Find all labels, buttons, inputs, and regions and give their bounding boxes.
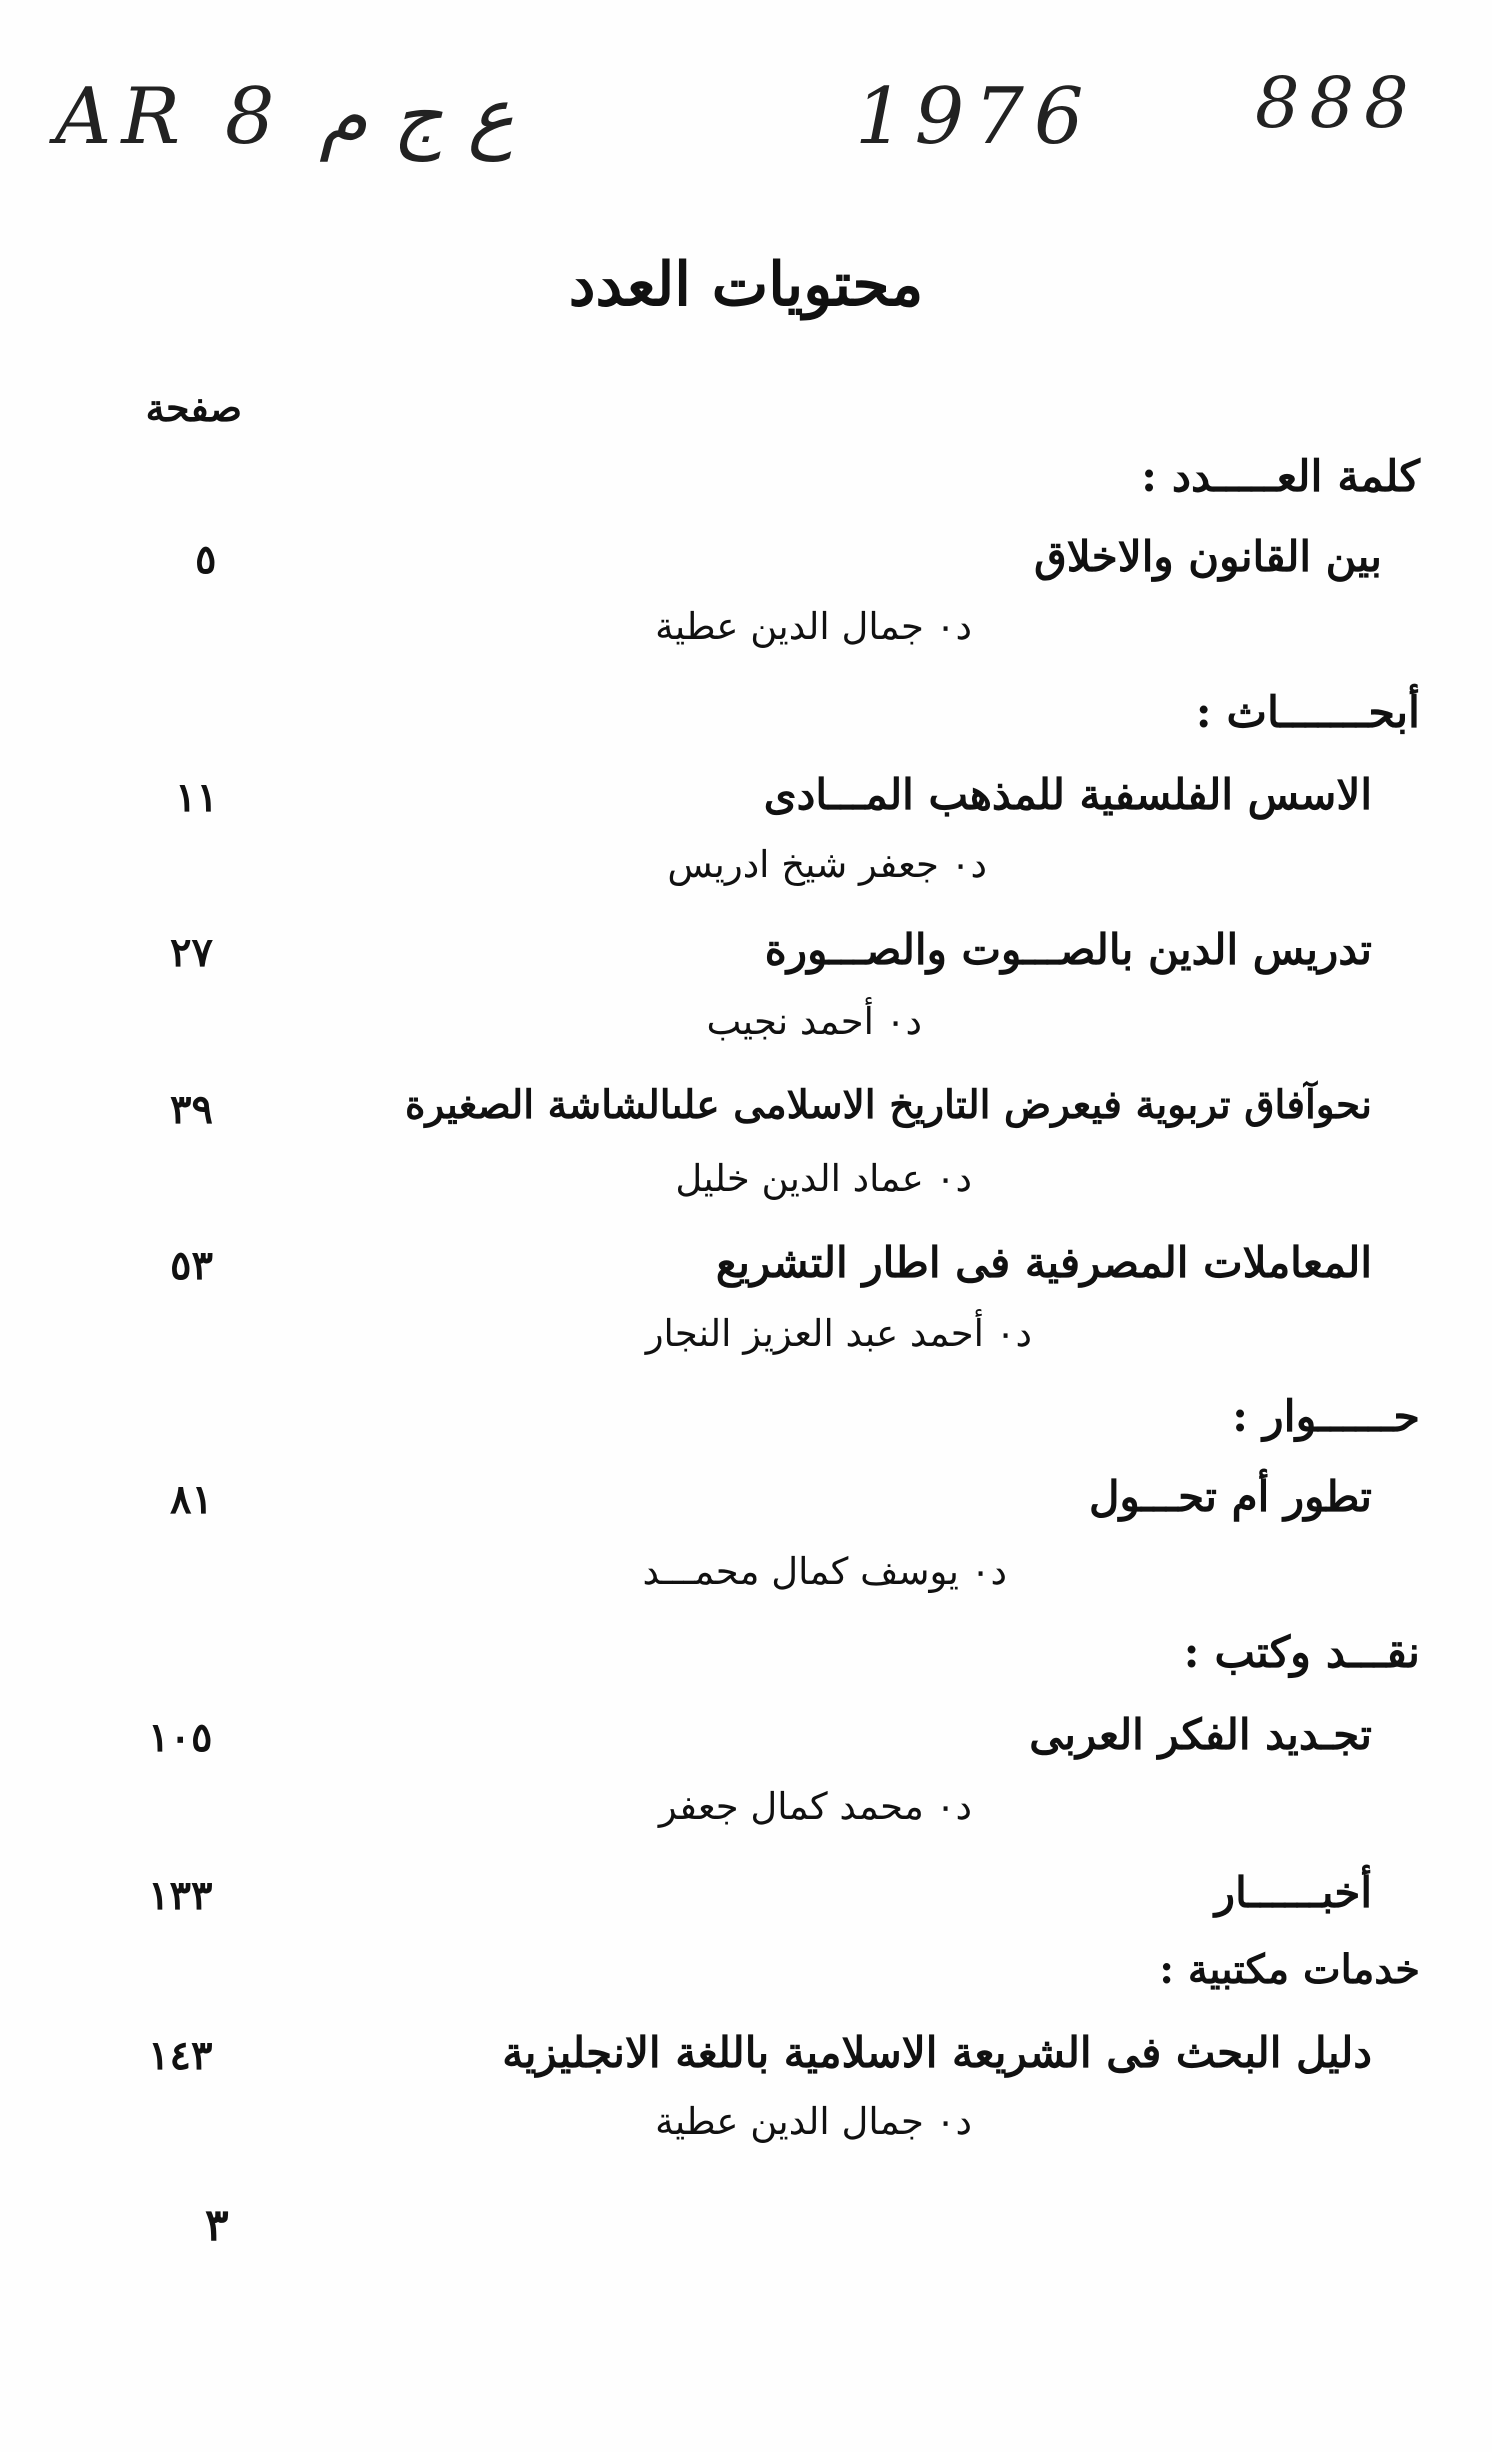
article-author: د٠ جمال الدين عطية <box>655 605 972 648</box>
article-author: د٠ يوسف كمال محمـــد <box>642 1550 1007 1593</box>
article-author: د٠ أحمد عبد العزيز النجار <box>645 1312 1032 1355</box>
article-title: الاسس الفلسفية للمذهب المـــادى <box>763 770 1372 819</box>
section-heading-research: أبحـــــــاث : <box>1195 688 1420 738</box>
article-author: د٠ جعفر شيخ ادريس <box>667 843 987 886</box>
section-heading-library-services: خدمات مكتبية : <box>1159 1946 1420 1993</box>
article-title: دليل البحث فى الشريعة الاسلامية باللغة الانجليزية <box>502 2028 1372 2077</box>
article-author: د٠ محمد كمال جعفر <box>658 1785 972 1828</box>
page-number: ٨١ <box>170 1476 213 1523</box>
section-heading-reviews: نقـــد وكتب : <box>1183 1628 1420 1678</box>
article-title: تطور أم تحـــول <box>1089 1472 1372 1521</box>
handwritten-year: 1976 <box>855 72 1094 162</box>
page-number: ١٤٣ <box>148 2032 213 2079</box>
article-author: د٠ جمال الدين عطية <box>655 2100 972 2143</box>
page-number: ١١ <box>175 774 218 821</box>
article-author: د٠ أحمد نجيب <box>706 1000 922 1043</box>
article-title: المعاملات المصرفية فى اطار التشريع <box>715 1238 1372 1287</box>
article-title: نحوآفاق تربوية فيعرض التاريخ الاسلامى علىالشاشة الصغيرة <box>404 1082 1372 1128</box>
page-column-header: صفحة <box>145 385 242 430</box>
page-number: ٣٩ <box>170 1086 213 1133</box>
article-title: تجـديد الفكر العربى <box>1029 1710 1372 1759</box>
section-heading-news: أخبــــــار <box>1214 1868 1372 1917</box>
page-number: ٢٧ <box>170 929 213 976</box>
section-heading-dialogue: حــــــوار : <box>1232 1392 1420 1442</box>
footer-page-number: ٣ <box>205 2200 229 2251</box>
page-number: ١٣٣ <box>148 1872 213 1919</box>
handwritten-number: 888 <box>1255 62 1419 144</box>
handwritten-catalog-note: AR 8 ع ج م <box>55 72 515 162</box>
page-number: ١٠٥ <box>148 1714 213 1761</box>
page-number: ٥ <box>195 536 217 583</box>
section-heading-editorial: كلمة العـــــدد : <box>1141 452 1420 502</box>
page-number: ٥٣ <box>170 1242 213 1289</box>
article-title: تدريس الدين بالصـــوت والصـــورة <box>764 925 1372 974</box>
article-title: بين القانون والاخلاق <box>1034 532 1382 581</box>
article-author: د٠ عماد الدين خليل <box>675 1157 972 1200</box>
page-title: محتويات العدد <box>568 250 924 320</box>
